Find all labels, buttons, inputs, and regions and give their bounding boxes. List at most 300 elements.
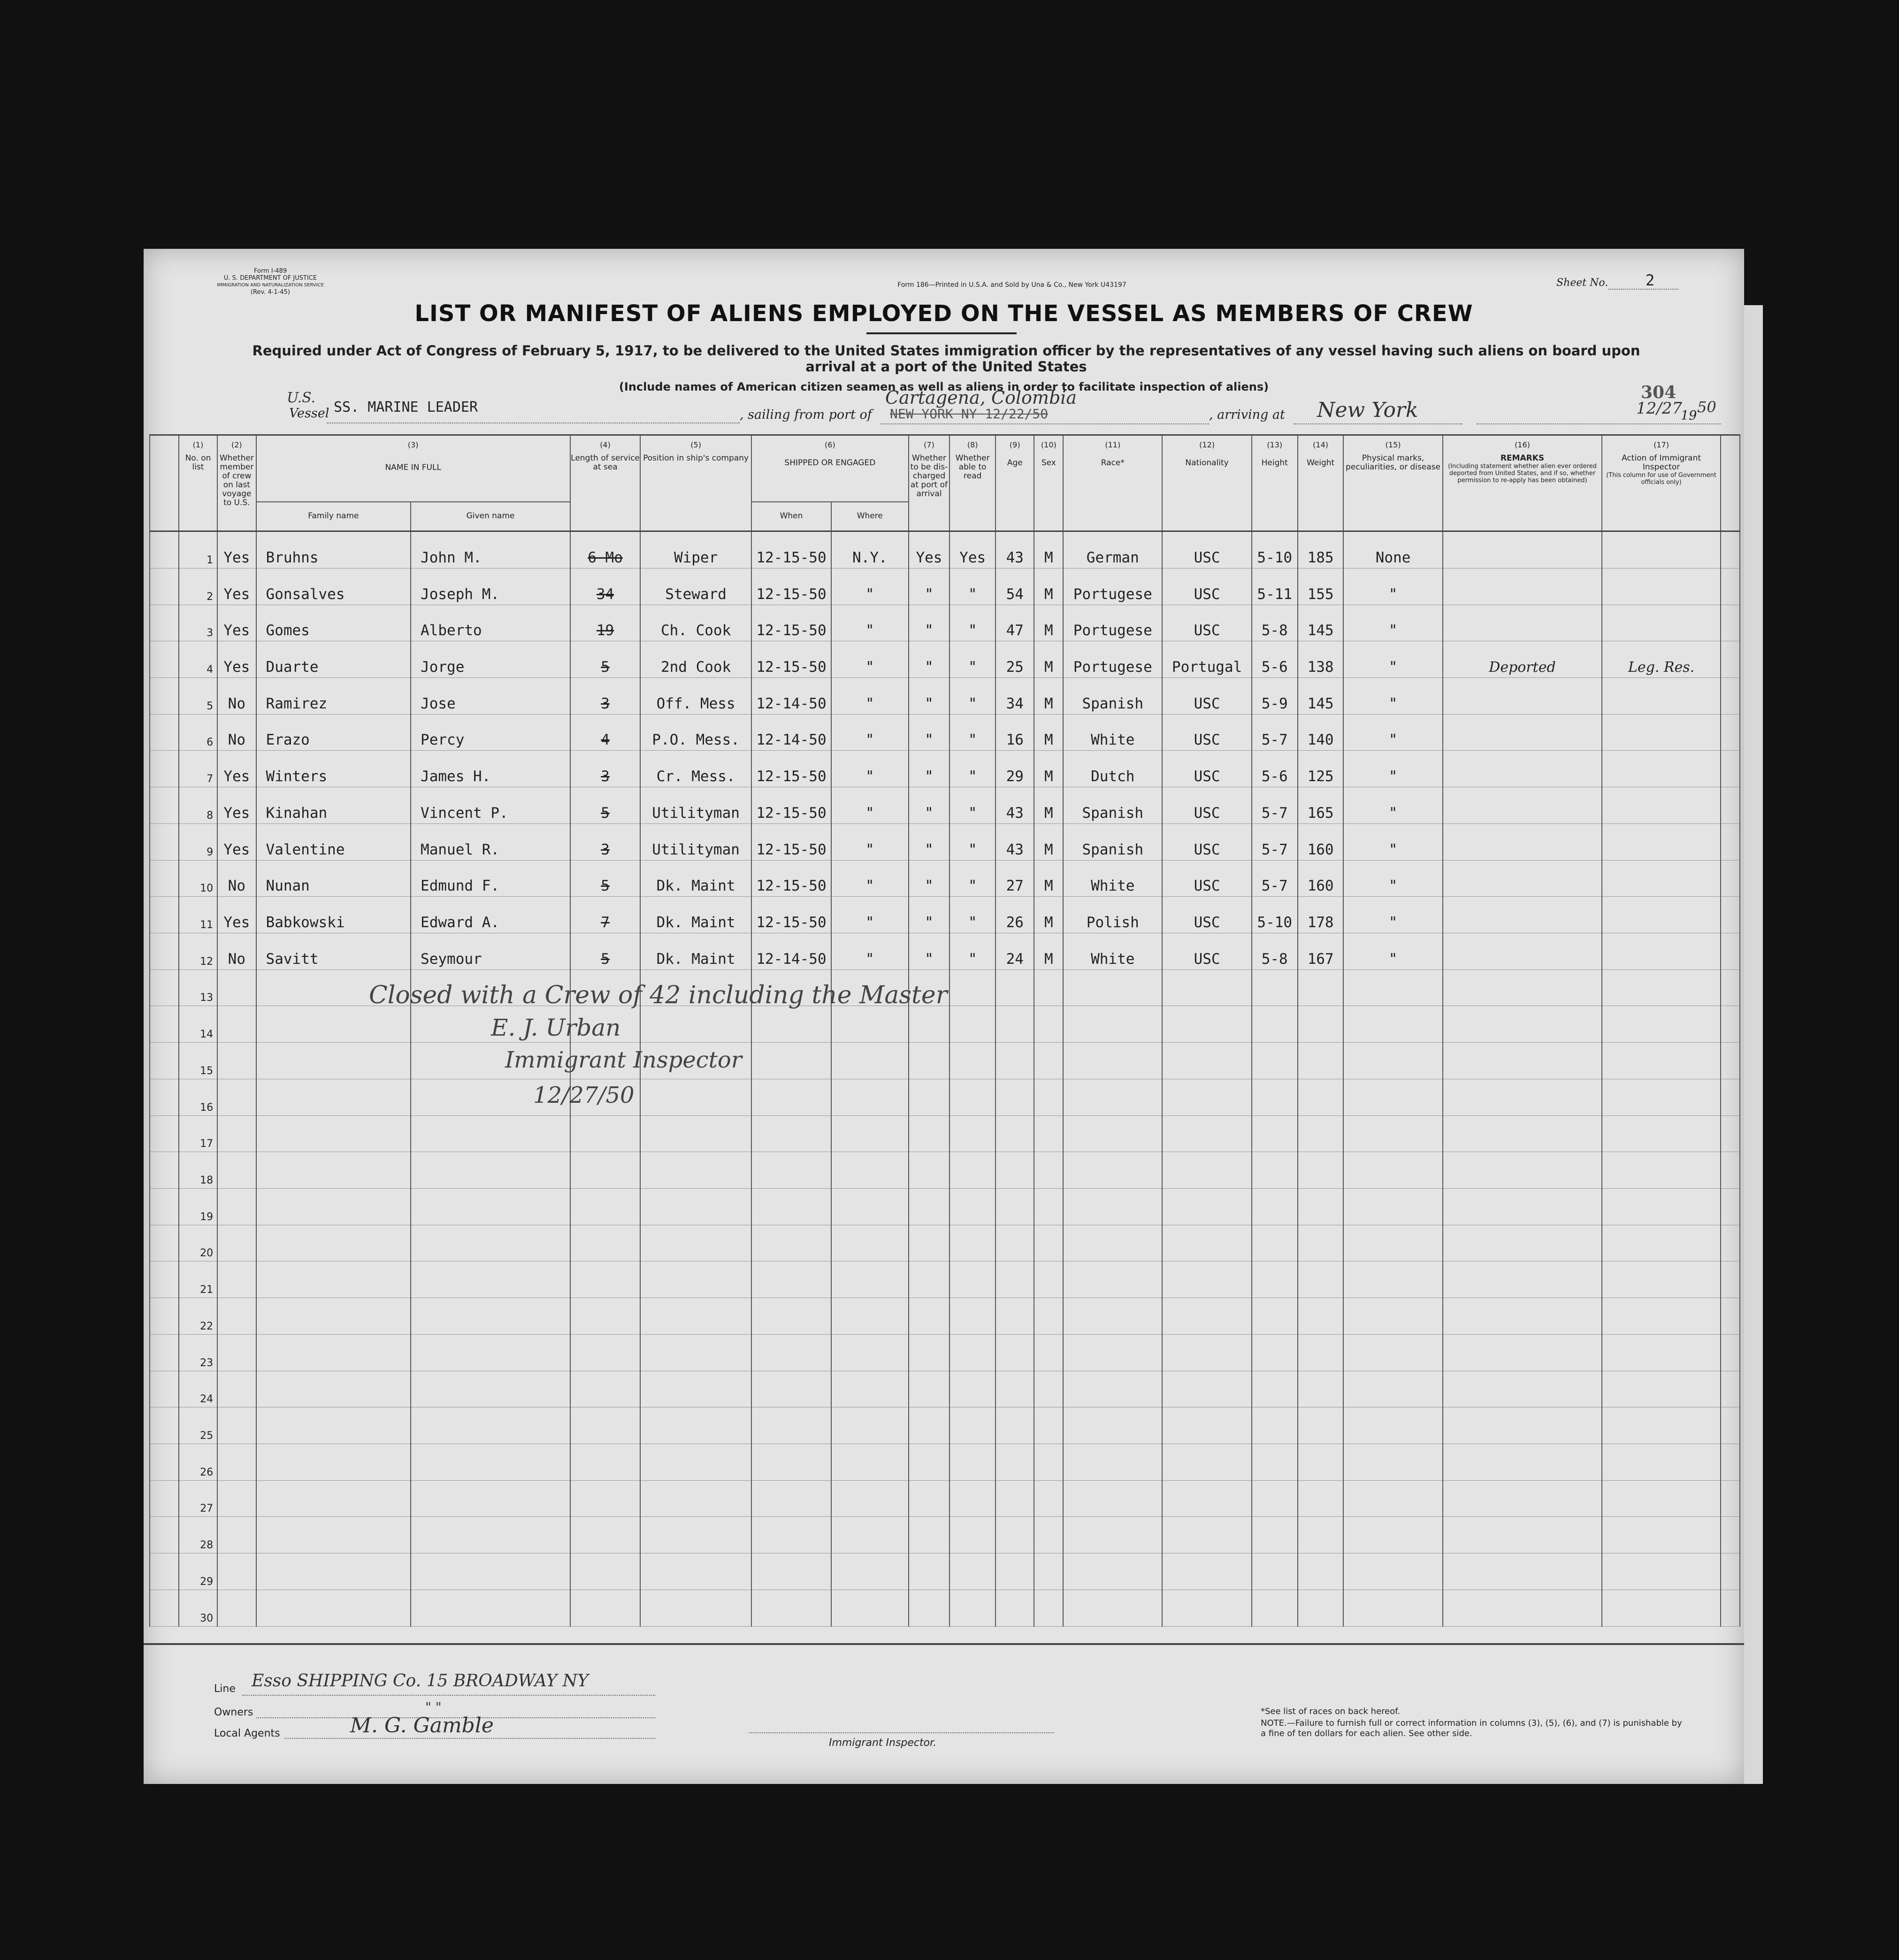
shipped-where-cell: " (831, 568, 909, 605)
race-cell: Portugese (1063, 605, 1162, 641)
margin-cell (150, 677, 179, 714)
empty-cell (995, 1371, 1034, 1407)
given-name-cell: Joseph M. (411, 568, 570, 605)
family-name-cell: Valentine (256, 823, 411, 860)
remarks-cell (1443, 531, 1602, 569)
empty-cell (1162, 1407, 1252, 1444)
family-name-cell: Winters (256, 751, 411, 787)
empty-cell (909, 1407, 950, 1444)
weight-cell: 160 (1298, 823, 1344, 860)
empty-cell (831, 1225, 909, 1261)
remarks-cell: Deported (1443, 641, 1602, 678)
last-voyage-cell: Yes (217, 897, 256, 933)
empty-cell (909, 1189, 950, 1225)
empty-cell (640, 1444, 751, 1481)
height-cell: 5-7 (1252, 714, 1298, 751)
empty-cell (1298, 1298, 1344, 1335)
nationality-cell: USC (1162, 751, 1252, 787)
margin-cell-right (1721, 1079, 1740, 1115)
crew-row (150, 714, 1740, 751)
margin-cell (150, 860, 179, 897)
physical-marks-cell: " (1343, 714, 1442, 751)
last-voyage-cell: No (217, 714, 256, 751)
empty-cell (1252, 1079, 1298, 1115)
empty-cell (640, 1115, 751, 1152)
empty-cell (1343, 1407, 1442, 1444)
vessel-prefix-hand: U.S. (287, 390, 316, 406)
given-name-cell: Jorge (411, 641, 570, 678)
empty-cell (1343, 1371, 1442, 1407)
empty-cell (1298, 1517, 1344, 1553)
empty-cell (411, 1189, 570, 1225)
empty-cell (1162, 1553, 1252, 1590)
col-11-header: (11) Race* (1063, 435, 1162, 531)
empty-cell (950, 1225, 995, 1261)
nationality-cell: USC (1162, 605, 1252, 641)
row-number: 8 (179, 787, 217, 824)
empty-cell (1602, 1225, 1720, 1261)
service-cell: 4 (570, 714, 640, 751)
height-cell: 5-7 (1252, 787, 1298, 824)
margin-cell-right (1721, 1444, 1740, 1481)
empty-cell (1252, 1298, 1298, 1335)
family-name-cell: Savitt (256, 933, 411, 969)
empty-cell (256, 1006, 411, 1043)
printer-line: Form 186—Printed in U.S.A. and Sold by Una & Co., New York U43197 (897, 281, 1126, 289)
physical-marks-cell: " (1343, 605, 1442, 641)
discharged-cell: " (909, 677, 950, 714)
discharged-cell: Yes (909, 531, 950, 569)
sex-cell: M (1034, 677, 1063, 714)
empty-cell (1034, 1225, 1063, 1261)
height-cell: 5-8 (1252, 933, 1298, 969)
margin-cell-right (1721, 531, 1740, 569)
shipped-when-cell: 12-15-50 (751, 568, 831, 605)
empty-cell (831, 1480, 909, 1517)
empty-cell (1298, 1079, 1344, 1115)
empty-cell (1443, 1334, 1602, 1371)
empty-cell (950, 969, 995, 1006)
last-voyage-cell: No (217, 933, 256, 969)
inspector-action-cell: Leg. Res. (1602, 641, 1720, 678)
last-voyage-cell: Yes (217, 568, 256, 605)
sex-cell: M (1034, 531, 1063, 569)
vessel-name: SS. MARINE LEADER (334, 399, 478, 415)
empty-cell (1298, 969, 1344, 1006)
margin-cell (150, 1444, 179, 1481)
empty-cell (1298, 1115, 1344, 1152)
line-label: Line (214, 1683, 236, 1695)
empty-cell (995, 1298, 1034, 1335)
weight-cell: 140 (1298, 714, 1344, 751)
empty-cell (640, 1298, 751, 1335)
empty-cell (1162, 1189, 1252, 1225)
position-cell: Ch. Cook (640, 605, 751, 641)
row-number: 25 (179, 1407, 217, 1444)
empty-cell (256, 1407, 411, 1444)
empty-cell (570, 1152, 640, 1189)
title-underline (866, 332, 1017, 334)
empty-cell (1252, 1517, 1298, 1553)
empty-cell (1602, 1115, 1720, 1152)
empty-cell (1034, 1261, 1063, 1298)
shipped-when-cell: 12-15-50 (751, 787, 831, 824)
shipped-where-cell: " (831, 751, 909, 787)
empty-cell (640, 1480, 751, 1517)
empty-cell (640, 1079, 751, 1115)
col-2-header: (2) Whether member of crew on last voyage to U.S. (217, 435, 256, 531)
margin-cell (150, 641, 179, 678)
empty-cell (570, 1407, 640, 1444)
empty-cell (1063, 1115, 1162, 1152)
empty-cell (1443, 1407, 1602, 1444)
col-12-header: (12) Nationality (1162, 435, 1252, 531)
family-name-cell: Erazo (256, 714, 411, 751)
empty-cell (570, 1517, 640, 1553)
row-number: 24 (179, 1371, 217, 1407)
margin-cell (150, 823, 179, 860)
service-cell: 5 (570, 933, 640, 969)
empty-cell (831, 1152, 909, 1189)
empty-cell (411, 1407, 570, 1444)
nationality-cell: USC (1162, 677, 1252, 714)
col-7-header: (7) Whether to be dis-charged at port of arrival (909, 435, 950, 531)
sex-cell: M (1034, 823, 1063, 860)
empty-cell (1602, 1189, 1720, 1225)
nationality-cell: USC (1162, 860, 1252, 897)
row-number: 20 (179, 1225, 217, 1261)
empty-cell (1063, 1334, 1162, 1371)
empty-cell (1034, 1152, 1063, 1189)
given-name-cell: Edmund F. (411, 860, 570, 897)
margin-cell (150, 531, 179, 569)
empty-cell (950, 1043, 995, 1079)
margin-cell-right (1721, 969, 1740, 1006)
sex-cell: M (1034, 787, 1063, 824)
empty-cell (1343, 1115, 1442, 1152)
empty-cell (1252, 1152, 1298, 1189)
shipped-where-cell: " (831, 823, 909, 860)
empty-cell (1602, 1006, 1720, 1043)
empty-cell (751, 1115, 831, 1152)
nationality-cell: USC (1162, 933, 1252, 969)
empty-cell (640, 1371, 751, 1407)
remarks-cell (1443, 605, 1602, 641)
footer-rule (144, 1643, 1744, 1645)
weight-cell: 165 (1298, 787, 1344, 824)
empty-cell (950, 1371, 995, 1407)
where-subheader: Where (857, 511, 883, 521)
margin-cell (150, 1043, 179, 1079)
physical-marks-cell: " (1343, 860, 1442, 897)
shipped-where-cell: " (831, 605, 909, 641)
empty-cell (751, 1261, 831, 1298)
height-cell: 5-8 (1252, 605, 1298, 641)
discharged-cell: " (909, 787, 950, 824)
empty-cell (1063, 1444, 1162, 1481)
empty-cell (751, 1079, 831, 1115)
crew-row (150, 531, 1740, 569)
arriving-handwritten: New York (1317, 398, 1418, 422)
given-name-cell: Vincent P. (411, 787, 570, 824)
sheet-number-value: 2 (1646, 271, 1655, 289)
empty-cell (1443, 1115, 1602, 1152)
position-cell: Utilityman (640, 787, 751, 824)
empty-cell (1602, 969, 1720, 1006)
empty-cell (411, 1152, 570, 1189)
agents-label: Local Agents (214, 1728, 280, 1739)
physical-marks-cell: " (1343, 677, 1442, 714)
empty-cell (1602, 1334, 1720, 1371)
empty-cell (411, 1553, 570, 1590)
empty-cell (1162, 1225, 1252, 1261)
height-cell: 5-10 (1252, 531, 1298, 569)
empty-cell (411, 1334, 570, 1371)
empty-cell (217, 1006, 256, 1043)
blank-row (150, 1517, 1740, 1553)
margin-cell (150, 1006, 179, 1043)
shipped-when-cell: 12-15-50 (751, 641, 831, 678)
blank-row (150, 1006, 1740, 1043)
empty-cell (256, 1517, 411, 1553)
able-to-read-cell: " (950, 751, 995, 787)
empty-cell (1162, 1079, 1252, 1115)
col-8-header: (8) Whether able to read (950, 435, 995, 531)
discharged-cell: " (909, 714, 950, 751)
family-name-cell: Gomes (256, 605, 411, 641)
date-line (1477, 423, 1721, 424)
empty-cell (1252, 1371, 1298, 1407)
form-id-block (186, 268, 355, 296)
empty-cell (751, 1189, 831, 1225)
empty-cell (570, 1298, 640, 1335)
port-handwritten: Cartagena, Colombia (885, 387, 1077, 408)
empty-cell (1063, 969, 1162, 1006)
able-to-read-cell: " (950, 605, 995, 641)
empty-cell (1343, 1006, 1442, 1043)
age-cell: 43 (995, 787, 1034, 824)
empty-cell (950, 1517, 995, 1553)
empty-cell (411, 1225, 570, 1261)
inspector-action-cell (1602, 897, 1720, 933)
row-number: 28 (179, 1517, 217, 1553)
empty-cell (1034, 1079, 1063, 1115)
empty-cell (570, 1590, 640, 1626)
row-number: 11 (179, 897, 217, 933)
row-number: 21 (179, 1261, 217, 1298)
age-cell: 43 (995, 823, 1034, 860)
inspector-action-cell (1602, 933, 1720, 969)
margin-cell (150, 1334, 179, 1371)
empty-cell (1602, 1553, 1720, 1590)
empty-cell (217, 1334, 256, 1371)
margin-cell (150, 1407, 179, 1444)
empty-cell (751, 1006, 831, 1043)
margin-cell-right (1721, 714, 1740, 751)
empty-cell (1034, 1298, 1063, 1335)
sex-cell: M (1034, 933, 1063, 969)
empty-cell (751, 1517, 831, 1553)
service-cell: 7 (570, 897, 640, 933)
sex-cell: M (1034, 568, 1063, 605)
margin-cell-right (1721, 568, 1740, 605)
year-hand: 50 (1697, 398, 1716, 416)
empty-cell (411, 1371, 570, 1407)
col-17-header: (17) Action of Immigrant Inspector (This column for use of Government officials only) (1602, 435, 1720, 531)
empty-cell (831, 1334, 909, 1371)
closing-note-line: Closed with a Crew of 42 including the Master (369, 981, 948, 1009)
empty-cell (1343, 1261, 1442, 1298)
service-cell: 5 (570, 787, 640, 824)
margin-cell-right (1721, 1006, 1740, 1043)
weight-cell: 155 (1298, 568, 1344, 605)
inspector-label: Immigrant Inspector. (829, 1737, 937, 1749)
empty-cell (1443, 969, 1602, 1006)
blank-row (150, 1152, 1740, 1189)
manifest-sheet (144, 249, 1744, 1784)
nationality-cell: USC (1162, 787, 1252, 824)
col-4-header: (4) Length of service at sea (570, 435, 640, 531)
remarks-cell (1443, 568, 1602, 605)
empty-cell (217, 1079, 256, 1115)
weight-cell: 178 (1298, 897, 1344, 933)
shipped-when-cell: 12-15-50 (751, 823, 831, 860)
line-value: Esso SHIPPING Co. 15 BROADWAY NY (252, 1671, 589, 1691)
empty-cell (1298, 1225, 1344, 1261)
inspector-action-cell (1602, 605, 1720, 641)
empty-cell (1443, 1225, 1602, 1261)
position-cell: Dk. Maint (640, 897, 751, 933)
row-number: 22 (179, 1298, 217, 1335)
row-number: 2 (179, 568, 217, 605)
empty-cell (1298, 1590, 1344, 1626)
empty-cell (909, 1225, 950, 1261)
race-cell: Spanish (1063, 823, 1162, 860)
margin-cell-right (1721, 1298, 1740, 1335)
empty-cell (995, 1444, 1034, 1481)
arrival-date-hand: 12/27 (1636, 399, 1682, 418)
blank-row (150, 1225, 1740, 1261)
blank-row (150, 1444, 1740, 1481)
empty-cell (411, 1590, 570, 1626)
row-number: 19 (179, 1189, 217, 1225)
col-3-header: (3) NAME IN FULL Family name Given name (256, 435, 570, 531)
race-cell: Polish (1063, 897, 1162, 933)
race-cell: White (1063, 933, 1162, 969)
empty-cell (217, 1590, 256, 1626)
crew-row (150, 751, 1740, 787)
margin-cell-right (1721, 1152, 1740, 1189)
empty-cell (640, 1152, 751, 1189)
empty-cell (1063, 1079, 1162, 1115)
blank-row (150, 1043, 1740, 1079)
given-name-subheader: Given name (466, 511, 515, 521)
agents-value: M. G. Gamble (350, 1714, 494, 1737)
age-cell: 25 (995, 641, 1034, 678)
empty-cell (1298, 1043, 1344, 1079)
margin-cell (150, 1189, 179, 1225)
empty-cell (1602, 1517, 1720, 1553)
empty-cell (1602, 1480, 1720, 1517)
age-cell: 24 (995, 933, 1034, 969)
empty-cell (995, 1553, 1034, 1590)
margin-cell (150, 714, 179, 751)
page-title: LIST OR MANIFEST OF ALIENS EMPLOYED ON THE VESSEL AS MEMBERS OF CREW (414, 300, 1473, 327)
empty-cell (640, 1261, 751, 1298)
empty-cell (1443, 1590, 1602, 1626)
remarks-cell (1443, 787, 1602, 824)
empty-cell (1443, 1189, 1602, 1225)
row-number: 17 (179, 1115, 217, 1152)
empty-cell (751, 1480, 831, 1517)
given-name-cell: Manuel R. (411, 823, 570, 860)
penalty-note: NOTE.—Failure to furnish full or correct information in columns (3), (5), (6), and (7) is punishable by a fine of ten dollars for each alien. See other side. (1261, 1718, 1682, 1738)
empty-cell (1034, 1334, 1063, 1371)
age-cell: 27 (995, 860, 1034, 897)
service: IMMIGRATION AND NATURALIZATION SERVICE (217, 283, 324, 288)
margin-cell-right (1721, 1261, 1740, 1298)
able-to-read-cell: " (950, 823, 995, 860)
service-cell: 3 (570, 751, 640, 787)
empty-cell (1252, 1225, 1298, 1261)
height-cell: 5-7 (1252, 823, 1298, 860)
empty-cell (217, 1444, 256, 1481)
physical-marks-cell: " (1343, 897, 1442, 933)
empty-cell (1034, 1517, 1063, 1553)
empty-cell (1443, 1371, 1602, 1407)
shipped-where-cell: " (831, 933, 909, 969)
empty-cell (256, 1225, 411, 1261)
empty-cell (950, 1480, 995, 1517)
empty-cell (1162, 1006, 1252, 1043)
empty-cell (831, 1079, 909, 1115)
empty-cell (1063, 1298, 1162, 1335)
crew-body (150, 531, 1740, 1627)
empty-cell (411, 1115, 570, 1152)
margin-cell-right (1721, 1517, 1740, 1553)
margin-cell-right (1721, 860, 1740, 897)
nationality-cell: USC (1162, 823, 1252, 860)
empty-cell (909, 1261, 950, 1298)
sheet-number-line (1608, 289, 1678, 290)
empty-cell (751, 1407, 831, 1444)
remarks-cell (1443, 751, 1602, 787)
empty-cell (1298, 1371, 1344, 1407)
blank-row (150, 1189, 1740, 1225)
physical-marks-cell: " (1343, 751, 1442, 787)
nationality-cell: USC (1162, 897, 1252, 933)
empty-cell (1252, 969, 1298, 1006)
sailing-label: , sailing from port of (740, 407, 872, 422)
empty-cell (217, 1115, 256, 1152)
empty-cell (217, 1553, 256, 1590)
remarks-cell (1443, 933, 1602, 969)
given-name-cell: John M. (411, 531, 570, 569)
empty-cell (1252, 1261, 1298, 1298)
arriving-line (1294, 423, 1463, 424)
empty-cell (1063, 1261, 1162, 1298)
empty-cell (950, 1334, 995, 1371)
margin-cell (150, 568, 179, 605)
margin-cell (150, 1553, 179, 1590)
discharged-cell: " (909, 897, 950, 933)
height-cell: 5-10 (1252, 897, 1298, 933)
margin-cell (150, 1225, 179, 1261)
row-number: 5 (179, 677, 217, 714)
able-to-read-cell: " (950, 677, 995, 714)
empty-cell (909, 1298, 950, 1335)
service-cell: 5 (570, 641, 640, 678)
